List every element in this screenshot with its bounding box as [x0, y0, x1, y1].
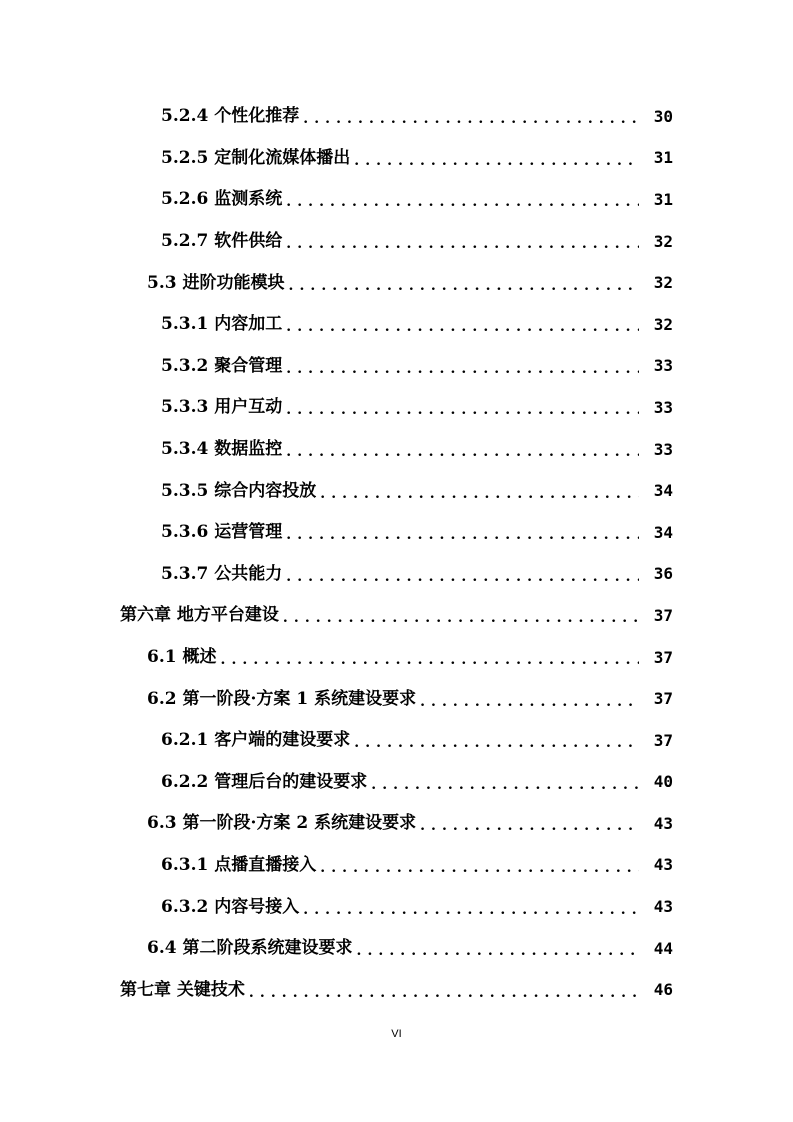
dot-leader [286, 193, 639, 210]
toc-entry[interactable] [0, 429, 793, 471]
toc-entry-page: 37 [653, 730, 673, 750]
dot-leader [283, 609, 639, 626]
toc-chapter-entry[interactable] [0, 969, 793, 1011]
toc-entry-page: 30 [653, 106, 673, 126]
toc-entry-page: 43 [653, 855, 673, 875]
toc-entry-page: 33 [653, 439, 673, 459]
dot-leader [420, 693, 639, 710]
toc-entry-title: 6.2.2 管理后台的建设要求 [161, 771, 368, 792]
dot-leader [221, 651, 640, 668]
toc-entry[interactable] [0, 803, 793, 845]
toc-entry-page: 34 [653, 522, 673, 542]
dot-leader [286, 318, 639, 335]
toc-entry-page: 37 [653, 647, 673, 667]
toc-entry-page: 31 [653, 189, 673, 209]
toc-entry-page: 37 [653, 605, 673, 625]
toc-entry[interactable] [0, 387, 793, 429]
toc-entry-title: 5.3.2 聚合管理 [161, 355, 283, 376]
toc-entry-page: 36 [653, 564, 673, 584]
toc-entry-title: 5.3.1 内容加工 [161, 314, 283, 335]
toc-entry-page: 46 [653, 980, 673, 1000]
toc-entry[interactable] [0, 346, 793, 388]
toc-entry-page: 32 [653, 231, 673, 251]
toc-entry-title: 第六章 地方平台建设 [120, 605, 279, 626]
dot-leader [249, 984, 639, 1001]
toc-entry[interactable] [0, 512, 793, 554]
toc-entry-page: 43 [653, 813, 673, 833]
toc-entry[interactable] [0, 138, 793, 180]
toc-entry[interactable] [0, 720, 793, 762]
toc-entry-title: 6.3 第一阶段·方案 2 系统建设要求 [147, 813, 417, 834]
dot-leader [320, 859, 639, 876]
dot-leader [286, 360, 639, 377]
toc-entry-title: 5.2.5 定制化流媒体播出 [161, 147, 351, 168]
table-of-contents [0, 96, 793, 1011]
toc-entry-title: 5.3.4 数据监控 [161, 439, 283, 460]
toc-entry[interactable] [0, 221, 793, 263]
toc-entry-title: 5.3.6 运营管理 [161, 522, 283, 543]
toc-entry[interactable] [0, 845, 793, 887]
toc-entry[interactable] [0, 304, 793, 346]
toc-entry[interactable] [0, 96, 793, 138]
toc-entry-page: 43 [653, 897, 673, 917]
dot-leader [320, 485, 639, 502]
toc-entry-page: 37 [653, 689, 673, 709]
toc-entry[interactable] [0, 886, 793, 928]
toc-entry-page: 34 [653, 481, 673, 501]
toc-entry[interactable] [0, 637, 793, 679]
dot-leader [303, 110, 639, 127]
toc-entry-title: 5.2.7 软件供给 [161, 231, 283, 252]
toc-entry-title: 5.2.6 监测系统 [161, 189, 283, 210]
dot-leader [286, 526, 639, 543]
toc-entry[interactable] [0, 179, 793, 221]
toc-entry-page: 33 [653, 397, 673, 417]
toc-entry-title: 6.1 概述 [147, 647, 217, 668]
toc-entry-page: 40 [653, 772, 673, 792]
toc-entry-title: 5.3.7 公共能力 [161, 563, 283, 584]
toc-entry[interactable] [0, 470, 793, 512]
toc-entry-page: 31 [653, 148, 673, 168]
toc-entry[interactable] [0, 762, 793, 804]
dot-leader [286, 235, 639, 252]
dot-leader [289, 277, 640, 294]
toc-entry-title: 5.3.5 综合内容投放 [161, 480, 317, 501]
toc-entry-page: 33 [653, 356, 673, 376]
toc-entry-title: 第七章 关键技术 [120, 979, 245, 1000]
toc-entry-title: 6.4 第二阶段系统建设要求 [147, 938, 353, 959]
toc-entry-page: 44 [653, 938, 673, 958]
dot-leader [354, 152, 639, 169]
toc-entry-title: 5.3 进阶功能模块 [147, 272, 285, 293]
toc-entry-page: 32 [653, 273, 673, 293]
toc-entry[interactable] [0, 262, 793, 304]
toc-entry-title: 6.2.1 客户端的建设要求 [161, 730, 351, 751]
dot-leader [357, 942, 640, 959]
toc-entry-page: 32 [653, 314, 673, 334]
toc-entry-title: 6.2 第一阶段·方案 1 系统建设要求 [147, 688, 417, 709]
toc-entry-title: 5.3.3 用户互动 [161, 397, 283, 418]
toc-entry[interactable] [0, 678, 793, 720]
toc-entry-title: 6.3.1 点播直播接入 [161, 854, 317, 875]
toc-entry-title: 6.3.2 内容号接入 [161, 896, 300, 917]
dot-leader [303, 901, 639, 918]
dot-leader [371, 776, 639, 793]
dot-leader [286, 401, 639, 418]
dot-leader [286, 443, 639, 460]
toc-chapter-entry[interactable] [0, 595, 793, 637]
toc-entry[interactable] [0, 554, 793, 596]
dot-leader [286, 568, 639, 585]
toc-entry-title: 5.2.4 个性化推荐 [161, 106, 300, 127]
dot-leader [354, 734, 639, 751]
toc-entry[interactable] [0, 928, 793, 970]
page-number-footer: VI [391, 1028, 402, 1040]
dot-leader [420, 817, 639, 834]
